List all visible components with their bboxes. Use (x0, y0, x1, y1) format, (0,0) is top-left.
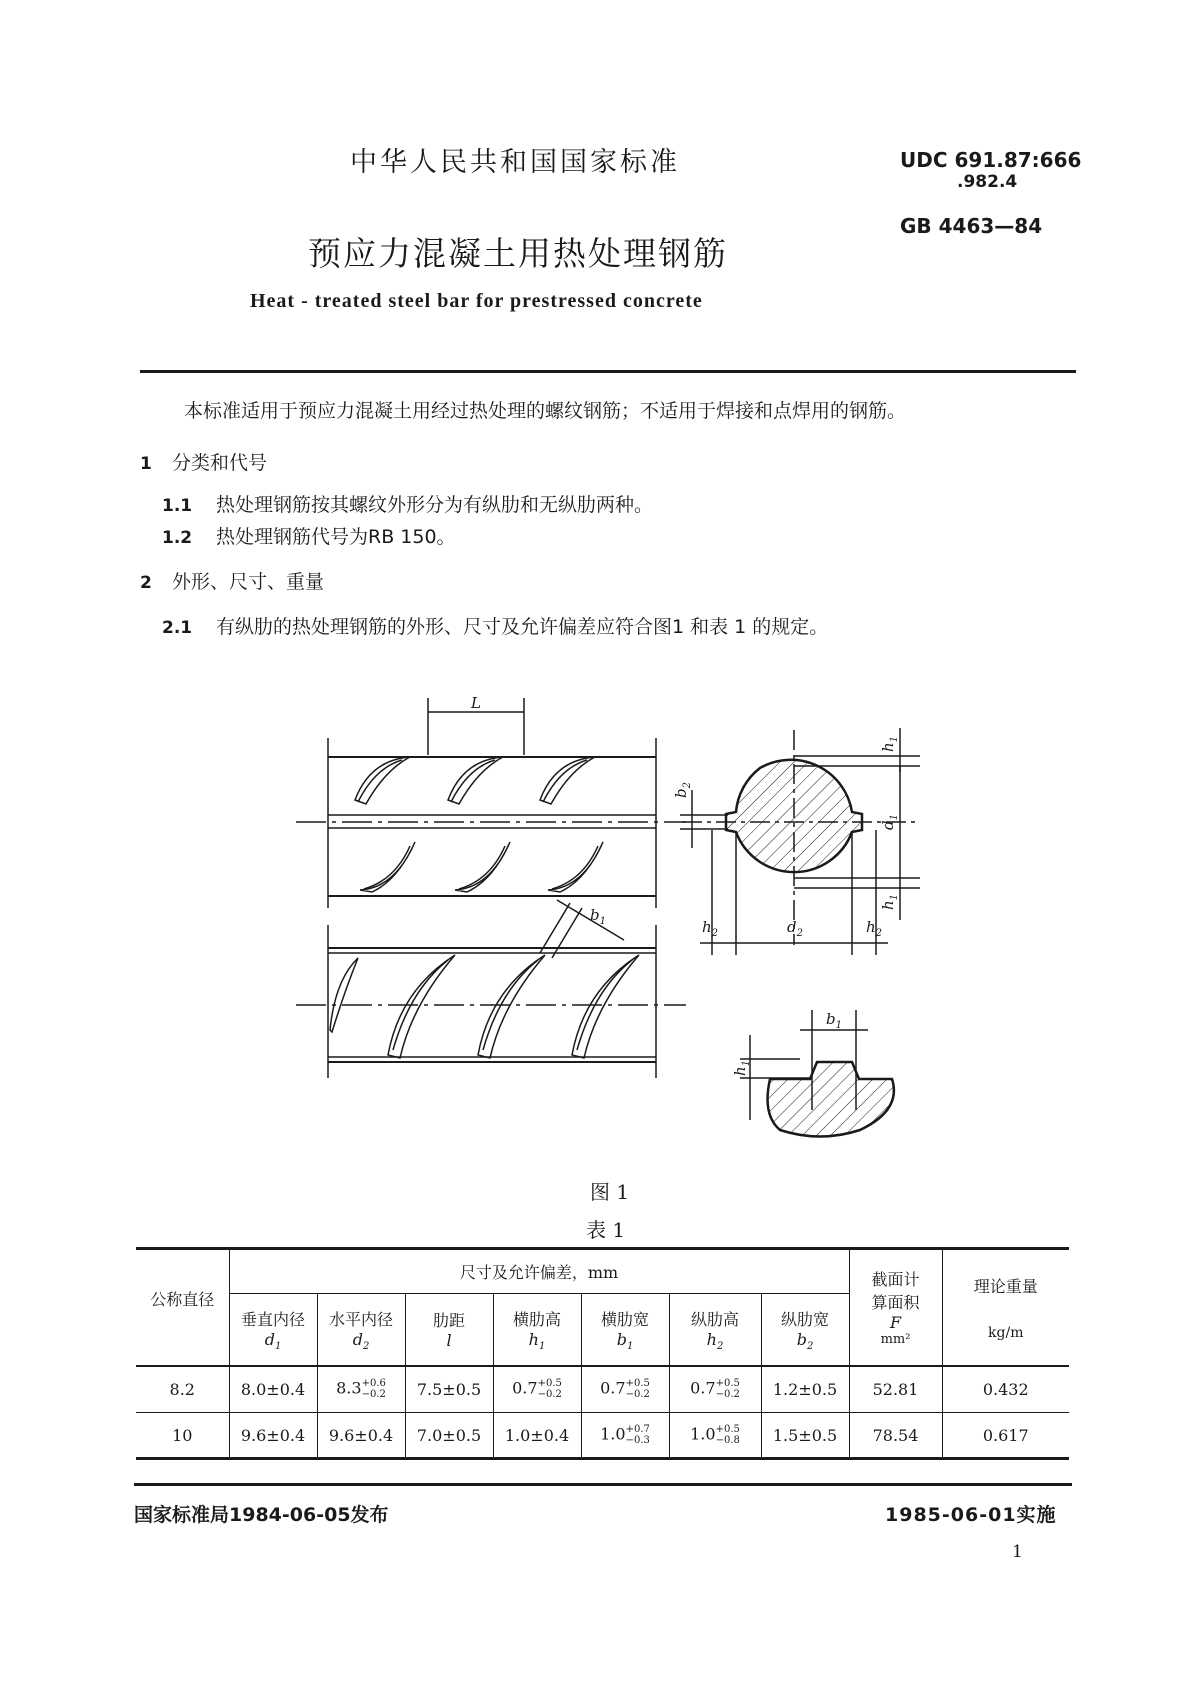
udc-code: UDC 691.87:666 (900, 148, 1082, 172)
label-b1-top: $b_1$ (590, 906, 606, 927)
document-title-english: Heat - treated steel bar for prestressed concrete (250, 290, 703, 312)
table-row: 10 9.6±0.4 9.6±0.4 7.0±0.5 1.0±0.4 1.0+0.7 −0.3 1.0+0.5 −0.8 1.5±0.5 78.54 0.617 (136, 1413, 1069, 1459)
bar-side-view-bottom (296, 900, 686, 1078)
section-title: 分类和代号 (172, 452, 268, 474)
document-title-chinese: 预应力混凝土用热处理钢筋 (308, 234, 728, 273)
label-b2: $b_2$ (672, 782, 693, 798)
rib-detail-view (740, 1010, 894, 1137)
figure-caption: 图 1 (590, 1180, 630, 1204)
header-nominal-diameter: 公称直径 (136, 1249, 229, 1366)
footer-divider (134, 1483, 1072, 1486)
gb-code: GB 4463—84 (900, 214, 1043, 238)
clause-text: 热处理钢筋代号为RB 150。 (216, 526, 456, 548)
section-number: 2 (140, 573, 152, 593)
effective-date: 1985-06-01实施 (885, 1504, 1057, 1526)
page-number: 1 (1012, 1542, 1023, 1562)
label-h2-right: $h_2$ (866, 918, 883, 939)
clause-number: 1.2 (162, 528, 193, 548)
national-standard-heading: 中华人民共和国国家标准 (350, 147, 680, 178)
clause-text: 有纵肋的热处理钢筋的外形、尺寸及允许偏差应符合图1 和表 1 的规定。 (216, 616, 829, 638)
label-L: L (471, 694, 481, 712)
label-h1-bottom: $h_1$ (879, 893, 900, 910)
clause-number: 1.1 (162, 496, 193, 516)
header-d2: 水平内径 $d_2$ (317, 1294, 405, 1366)
label-b1-detail: $b_1$ (826, 1010, 842, 1031)
issue-date: 国家标准局1984-06-05发布 (134, 1504, 389, 1526)
table-caption: 表 1 (586, 1218, 626, 1242)
section-title: 外形、尺寸、重量 (172, 571, 325, 593)
label-h1-top: $h_1$ (879, 735, 900, 752)
bar-side-view-top (296, 738, 686, 908)
header-b1: 横肋宽 $b_1$ (581, 1294, 669, 1366)
header-b2: 纵肋宽 $b_2$ (761, 1294, 849, 1366)
intro-paragraph: 本标准适用于预应力混凝土用经过热处理的螺纹钢筋；不适用于焊接和点焊用的钢筋。 (184, 400, 907, 422)
label-h1-detail: $h_1$ (731, 1059, 752, 1076)
header-h2: 纵肋高 $h_2$ (669, 1294, 761, 1366)
header-sectional-area: 截面计 算面积 F mm² (849, 1249, 942, 1366)
specification-table (136, 1247, 1069, 1460)
header-rib-spacing: 肋距 l (405, 1294, 493, 1366)
cross-section-view (680, 728, 920, 955)
label-d1: $d_1$ (879, 814, 900, 830)
header-h1: 横肋高 $h_1$ (493, 1294, 581, 1366)
header-theoretical-weight: 理论重量 kg/m (942, 1249, 1069, 1366)
clause-text: 热处理钢筋按其螺纹外形分为有纵肋和无纵肋两种。 (216, 494, 654, 516)
label-d2: $d_2$ (787, 918, 803, 939)
section-number: 1 (140, 454, 152, 474)
header-dimension-group: 尺寸及允许偏差，mm (229, 1249, 849, 1294)
label-h2-left: $h_2$ (702, 918, 719, 939)
udc-code-continued: .982.4 (957, 172, 1018, 192)
table-row: 8.2 8.0±0.4 8.3+0.6 −0.2 7.5±0.5 0.7+0.5 −0.2 0.7+0.5 −0.2 0.7+0.5 −0.2 1.2±0.5 52.81 0.432 (136, 1367, 1069, 1413)
header-d1: 垂直内径 $d_1$ (229, 1294, 317, 1366)
clause-number: 2.1 (162, 618, 193, 638)
